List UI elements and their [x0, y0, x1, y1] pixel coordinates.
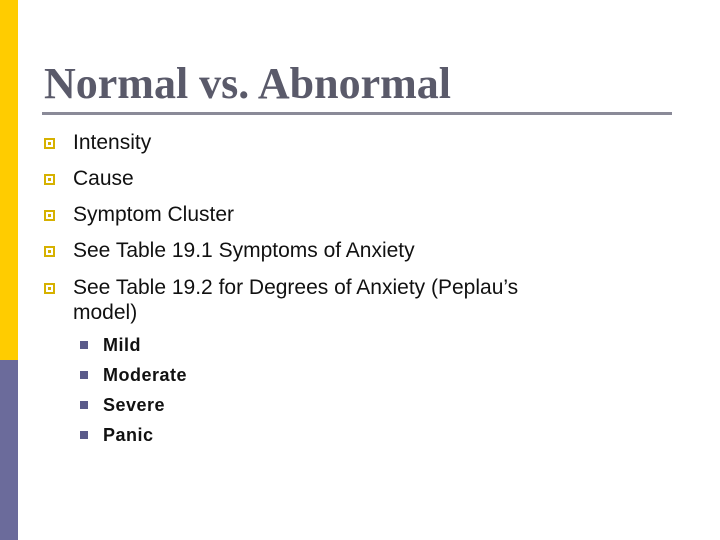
slide-title: Normal vs. Abnormal [44, 59, 451, 108]
bullet-icon [44, 138, 55, 149]
sub-item-moderate: Moderate [103, 365, 188, 385]
sub-bullet-icon [80, 371, 88, 379]
sub-item-mild: Mild [103, 335, 141, 355]
sub-bullet-icon [80, 431, 88, 439]
bullet-icon [44, 174, 55, 185]
sub-bullet-icon [80, 341, 88, 349]
bullet-icon [44, 283, 55, 294]
accent-bar-bottom [0, 360, 18, 540]
sub-item-severe: Severe [103, 395, 166, 415]
bullet-icon [44, 246, 55, 257]
bullet-intensity: Intensity [73, 131, 152, 154]
bullet-icon [44, 210, 55, 221]
sub-bullet-icon [80, 401, 88, 409]
title-underline [42, 112, 672, 115]
bullet-symptom-cluster: Symptom Cluster [73, 203, 235, 226]
accent-bar-top [0, 0, 18, 360]
bullet-cause: Cause [73, 167, 134, 190]
sub-item-panic: Panic [103, 425, 154, 445]
bullet-table-19-1: See Table 19.1 Symptoms of Anxiety [73, 239, 415, 262]
bullet-table-19-2: See Table 19.2 for Degrees of Anxiety (Peplau’s [73, 276, 519, 299]
bullet-table-19-2-continued: model) [73, 301, 138, 324]
